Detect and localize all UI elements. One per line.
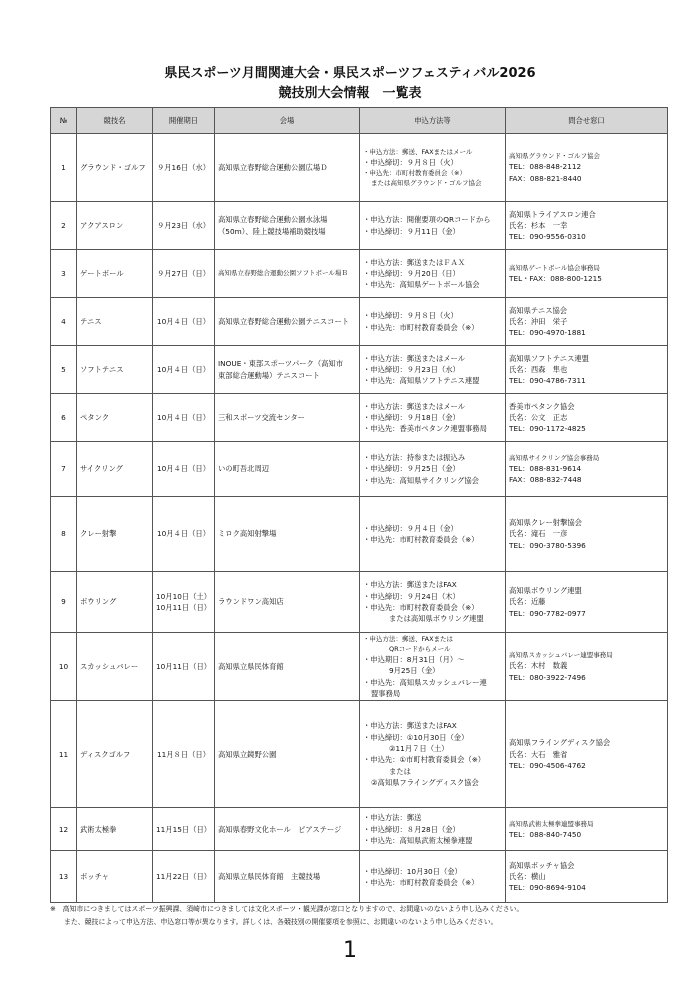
event-date [153, 442, 215, 497]
document-title: 県民スポーツ月間関連大会・県民スポーツフェスティバル2026 [164, 66, 536, 81]
contact-info [506, 497, 668, 572]
sport-name: グラウンド・ゴルフ [77, 134, 153, 202]
contact-info-line: 高知県ゲートボール協会事務局 [509, 263, 600, 272]
contact-info-line: TEL：090-8694-9104 [509, 883, 586, 893]
venue-line: 高知県立県民体育館 [218, 662, 284, 671]
table-row [51, 572, 668, 633]
sport-name: ボッチャ [77, 851, 153, 903]
contact-info-line: TEL：090-1172-4825 [509, 424, 586, 434]
page-number: 1 [343, 938, 357, 963]
row-number: 9 [51, 572, 77, 633]
application-info-line: 盟事務局 [371, 689, 401, 699]
event-date [153, 298, 215, 346]
application-info-line: ・申込期日：8月31日（月）～ [363, 655, 465, 665]
contact-info-line: 氏名：近藤 [509, 597, 546, 607]
application-info-line: ・申込先：高知県武術太極拳連盟 [363, 835, 473, 845]
venue-line: 高知県立春野総合運動公園水泳場 [218, 215, 328, 225]
venue [215, 701, 360, 808]
table-row [51, 497, 668, 572]
application-info-line: ・申込方法：郵送またはメール [363, 353, 466, 363]
events-table [50, 107, 668, 903]
contact-info-line: TEL：090-9556-0310 [509, 232, 586, 242]
event-date [153, 202, 215, 250]
event-date [153, 572, 215, 633]
event-date-line: ９月16日（水） [156, 162, 211, 172]
event-date [153, 346, 215, 394]
table-row [51, 394, 668, 442]
contact-info-line: 高知県ボウリング連盟 [509, 586, 582, 596]
venue [215, 442, 360, 497]
table-row [51, 346, 668, 394]
row-number: 2 [51, 202, 77, 250]
application-info-line: ・申込方法：郵送またはFAX [363, 721, 457, 731]
application-info-line: ・申込締切：①10月30日（金） [363, 732, 469, 742]
application-info-line: ・申込先：市町村教育委員会（※） [363, 603, 479, 612]
event-date-line: 10月４日（日） [156, 529, 211, 539]
contact-info [506, 808, 668, 851]
contact-info-line: 高知県ボッチャ協会 [509, 860, 575, 870]
contact-info [506, 633, 668, 701]
application-info-line: ・申込締切：９月23日（水） [363, 364, 460, 374]
header-application: 申込方法等 [360, 108, 506, 134]
application-info-line: ②高知県フライングディスク協会 [371, 777, 479, 787]
table-row [51, 851, 668, 903]
contact-info-line: 高知県トライアスロン連合 [509, 209, 596, 219]
application-info-line: ・申込先：高知県ゲートボール協会 [363, 280, 480, 290]
application-info [360, 572, 506, 633]
contact-info-line: 氏名：西森 隼也 [509, 364, 568, 374]
application-info-line: ・申込先：市町村教育委員会（※） [363, 877, 479, 887]
contact-info-line: 氏名：杉本 一幸 [509, 220, 568, 230]
contact-info [506, 346, 668, 394]
application-info [360, 134, 506, 202]
sport-name: ボウリング [77, 572, 153, 633]
row-number: 13 [51, 851, 77, 903]
sport-name: テニス [77, 298, 153, 346]
contact-info [506, 202, 668, 250]
sport-name: アクアスロン [77, 202, 153, 250]
venue [215, 572, 360, 633]
sport-name: スカッシュバレー [77, 633, 153, 701]
contact-info [506, 134, 668, 202]
footnote-line-2: また、競技によって申込方法、申込窓口等が異なります。詳しくは、各競技別の開催要項を参照に、お間違いのないよう申し込みください。 [64, 918, 498, 926]
application-info-line: ・申込方法：郵送、FAXまたは [363, 635, 454, 643]
contact-info-line: 高知県グラウンド・ゴルフ協会 [509, 152, 600, 161]
venue-line: 高知県立春野総合運動公園広場Ｄ [218, 162, 328, 172]
venue-line: 高知県立鏡野公園 [218, 749, 277, 759]
application-info-line: ・申込締切：９月11日（金） [363, 226, 460, 236]
table-row [51, 250, 668, 298]
application-info-line: ・申込締切：９月24日（木） [363, 591, 460, 601]
application-info-line: ・申込締切：９月４日（金） [363, 523, 458, 533]
venue [215, 497, 360, 572]
contact-info-line: 氏名：公文 正志 [509, 412, 568, 422]
contact-info-line: TEL：080-3922-7496 [509, 672, 586, 682]
sport-name: クレー射撃 [77, 497, 153, 572]
contact-info-line: TEL：090-4506-4762 [509, 760, 586, 770]
event-date [153, 851, 215, 903]
application-info-line: ・申込締切：８月28日（金） [363, 824, 460, 834]
application-info [360, 394, 506, 442]
application-info-line: または高知県ボウリング連盟 [389, 614, 484, 624]
row-number: 11 [51, 701, 77, 808]
application-info-line: ・申込方法：持参または振込み [363, 453, 466, 463]
header-contact: 問合せ窓口 [506, 108, 668, 134]
event-date-line: 10月10日（土） [156, 591, 212, 601]
application-info [360, 202, 506, 250]
application-info-line: ・申込方法：郵送、FAXまたはメール [363, 147, 473, 156]
application-info [360, 346, 506, 394]
contact-info-line: TEL：088-831-9614 [509, 463, 582, 473]
application-info [360, 633, 506, 701]
row-number: 6 [51, 394, 77, 442]
contact-info [506, 442, 668, 497]
application-info [360, 497, 506, 572]
event-date-line: 10月11日（日） [156, 662, 212, 671]
contact-info-line: FAX：088-821-8440 [509, 173, 582, 183]
header-venue: 会場 [215, 108, 360, 134]
venue-line: 三和スポーツ交流センター [218, 412, 305, 422]
contact-info [506, 394, 668, 442]
contact-info-line: 氏名：横山 [509, 872, 546, 882]
document-subtitle: 競技別大会情報 一覧表 [278, 86, 422, 101]
application-info-line: ・申込締切：９月18日（金） [363, 412, 460, 422]
row-number: 12 [51, 808, 77, 851]
event-date-line: 10月11日（日） [156, 603, 212, 612]
table-row [51, 298, 668, 346]
venue-line: 東部総合運動場）テニスコート [218, 370, 320, 380]
row-number: 10 [51, 633, 77, 701]
venue [215, 394, 360, 442]
contact-info-line: TEL：090-7782-0977 [509, 608, 586, 618]
event-date-line: 11月８日（日） [156, 749, 211, 759]
contact-info [506, 250, 668, 298]
application-info-line: ・申込締切：９月20日（日） [363, 268, 460, 278]
contact-info-line: 香美市ペタンク協会 [509, 401, 575, 411]
contact-info-line: 高知県スカッシュバレー連盟事務局 [509, 651, 613, 660]
event-date [153, 134, 215, 202]
application-info [360, 851, 506, 903]
contact-info-line: TEL：090-4970-1881 [509, 328, 586, 338]
contact-info-line: 氏名：木村 数義 [509, 661, 568, 671]
contact-info-line: TEL：090-4786-7311 [509, 376, 586, 386]
application-info-line: 9月25日（金） [389, 666, 440, 676]
application-info-line: ・申込締切：９月８日（火） [363, 157, 458, 167]
sport-name: 武術太極拳 [77, 808, 153, 851]
application-info [360, 701, 506, 808]
application-info-line: または高知県グラウンド・ゴルフ協会 [371, 179, 482, 188]
table-row [51, 202, 668, 250]
table-row [51, 808, 668, 851]
application-info-line: ・申込締切：９月25日（金） [363, 464, 460, 474]
venue [215, 633, 360, 701]
contact-info-line: 氏名：滝石 一彦 [509, 529, 568, 539]
application-info-line: ・申込先：高知県ソフトテニス連盟 [363, 376, 480, 386]
application-info-line: ・申込先：市町村教育委員会（※） [363, 169, 466, 178]
application-info-line: ・申込先：①市町村教育委員会（※） [363, 755, 486, 765]
venue-line: ミロク高知射撃場 [218, 529, 277, 539]
application-info-line: ・申込先：市町村教育委員会（※） [363, 322, 479, 332]
venue [215, 346, 360, 394]
event-date-line: 10月４日（日） [156, 412, 211, 422]
sport-name: ゲートボール [77, 250, 153, 298]
contact-info [506, 572, 668, 633]
venue-line: ラウンドワン高知店 [218, 597, 284, 607]
header-date: 開催期日 [153, 108, 215, 134]
contact-info [506, 298, 668, 346]
contact-info-line: 高知県サイクリング協会事務局 [509, 453, 600, 462]
contact-info-line: 高知県ソフトテニス連盟 [509, 353, 589, 363]
application-info-line: または [389, 766, 411, 776]
application-info-line: ・申込先：香美市ペタンク連盟事務局 [363, 424, 487, 434]
contact-info [506, 701, 668, 808]
sport-name: ディスクゴルフ [77, 701, 153, 808]
event-date [153, 394, 215, 442]
contact-info-line: 高知県テニス協会 [509, 305, 568, 315]
sport-name: ソフトテニス [77, 346, 153, 394]
event-date [153, 701, 215, 808]
application-info-line: ・申込締切：10月30日（金） [363, 866, 462, 876]
contact-info [506, 851, 668, 903]
application-info-line: ②11月７日（土） [389, 744, 449, 754]
application-info-line: ・申込方法：郵送またはFAX [363, 580, 457, 590]
contact-info-line: FAX：088-832-7448 [509, 475, 582, 485]
contact-info-line: TEL：088-840-7450 [509, 829, 582, 839]
application-info-line: ・申込方法：郵送またはＦＡＸ [363, 257, 466, 267]
event-date [153, 808, 215, 851]
application-info [360, 808, 506, 851]
application-info-line: ・申込先：高知県サイクリング協会 [363, 475, 479, 485]
table-row [51, 134, 668, 202]
application-info-line: ・申込先：市町村教育委員会（※） [363, 535, 479, 544]
contact-info-line: TEL・FAX：088-800-1215 [509, 273, 602, 283]
venue [215, 134, 360, 202]
row-number: 1 [51, 134, 77, 202]
header-number: № [51, 108, 77, 134]
venue-line: いの町吾北周辺 [218, 464, 270, 474]
application-info [360, 442, 506, 497]
application-info-line: ・申込方法：開催要項のQRコードから [363, 215, 491, 225]
row-number: 8 [51, 497, 77, 572]
venue-line: 高知県春野文化ホール ピアステージ [218, 824, 342, 834]
application-info-line: QRコードからメール [389, 645, 451, 654]
row-number: 3 [51, 250, 77, 298]
application-info [360, 298, 506, 346]
event-date [153, 633, 215, 701]
event-date-line: 10月４日（日） [156, 316, 211, 326]
sport-name: ペタンク [77, 394, 153, 442]
table-row [51, 442, 668, 497]
application-info [360, 250, 506, 298]
sport-name: サイクリング [77, 442, 153, 497]
contact-info-line: TEL：090-3780-5396 [509, 540, 586, 550]
application-info-line: ・申込締切：９月８日（火） [363, 311, 458, 321]
venue-line: INOUE・東部スポーツパーク（高知市 [218, 359, 344, 369]
venue-line: （50m）、陸上競技場補助競技場 [218, 226, 326, 236]
event-date-line: 10月４日（日） [156, 464, 211, 474]
application-info-line: ・申込先：高知県スカッシュバレー連 [363, 677, 487, 687]
contact-info-line: 高知県フライングディスク協会 [509, 738, 611, 748]
row-number: 4 [51, 298, 77, 346]
venue [215, 202, 360, 250]
venue-line: 高知県立春野総合運動公園テニスコート [218, 316, 350, 326]
contact-info-line: 高知県武術太極拳連盟事務局 [509, 819, 594, 828]
row-number: 5 [51, 346, 77, 394]
table-row [51, 701, 668, 808]
row-number: 7 [51, 442, 77, 497]
contact-info-line: 高知県クレー射撃協会 [509, 518, 582, 528]
header-sport: 競技名 [77, 108, 153, 134]
application-info-line: ・申込方法：郵送 [363, 813, 422, 823]
footnote-line-1: ※ 高知市につきましてはスポーツ振興課、須崎市につきましては文化スポーツ・観光課が窓口となりますので、お間違いのないよう申し込みください。 [50, 905, 524, 913]
contact-info-line: 氏名：大石 雅省 [509, 749, 568, 759]
table-header-row [51, 108, 668, 134]
event-date [153, 497, 215, 572]
venue [215, 250, 360, 298]
table-row [51, 633, 668, 701]
event-date-line: 11月15日（日） [156, 824, 212, 834]
venue-line: 高知県立県民体育館 主競技場 [218, 872, 321, 882]
event-date-line: ９月23日（水） [156, 220, 211, 230]
venue-line: 高知県立春野総合運動公園ソフトボール場Ｂ [218, 269, 348, 278]
venue [215, 808, 360, 851]
venue [215, 298, 360, 346]
contact-info-line: 氏名：沖田 栄子 [509, 316, 568, 326]
event-date [153, 250, 215, 298]
application-info-line: ・申込方法：郵送またはメール [363, 401, 466, 411]
event-date-line: ９月27日（日） [156, 268, 211, 278]
event-date-line: 11月22日（日） [156, 872, 212, 882]
event-date-line: 10月４日（日） [156, 364, 211, 374]
venue [215, 851, 360, 903]
contact-info-line: TEL：088-848-2112 [509, 162, 582, 172]
